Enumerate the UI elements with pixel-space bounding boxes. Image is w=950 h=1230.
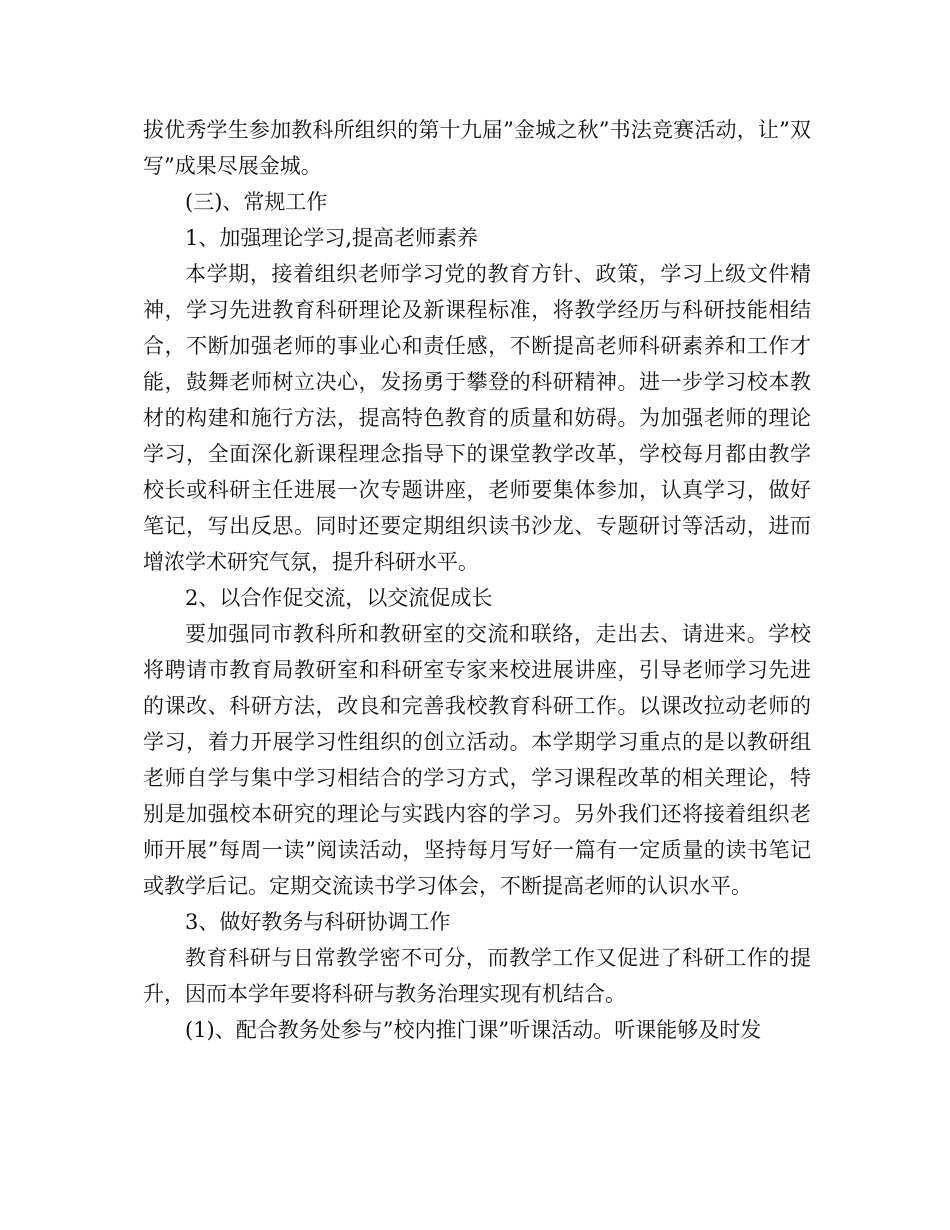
subheading-theory-study: 1、加强理论学习,提高老师素养 bbox=[185, 226, 479, 250]
paragraph-continuation: 拔优秀学生参加教科所组织的第十九届”金城之秋”书法竞赛活动，让”双写”成果尽展金城。 bbox=[143, 118, 811, 178]
section-heading-routine-work: (三)、常规工作 bbox=[185, 190, 328, 214]
paragraph-coordination: 教育科研与日常教学密不可分，而教学工作又促进了科研工作的提升，因而本学年要将科研与教务治理实现有机结合。 bbox=[143, 946, 811, 1006]
document-body bbox=[143, 112, 811, 1048]
subheading-cooperation-exchange: 2、以合作促交流，以交流促成长 bbox=[185, 586, 493, 610]
subheading-coordination: 3、做好教务与科研协调工作 bbox=[185, 910, 451, 934]
paragraph-theory-study: 本学期，接着组织老师学习党的教育方针、政策，学习上级文件精神，学习先进教育科研理论及新课程标准，将教学经历与科研技能相结合，不断加强老师的事业心和责任感，不断提高老师科研素养和工作才能，鼓舞老师树立决心，发扬勇于攀登的科研精神。进一步学习校本教材的构建和施行方法，提高特色教育的质量和妨碍。为加强老师的理论学习，全面深化新课程理念指导下的课堂教学改革，学校每月都由教学校长或科研主任进展一次专题讲座，老师要集体参加，认真学习，做好笔记，写出反思。同时还要定期组织读书沙龙、专题研讨等活动，进而增浓学术研究气氛，提升科研水平。 bbox=[143, 262, 811, 574]
paragraph-cooperation-exchange: 要加强同市教科所和教研室的交流和联络，走出去、请进来。学校将聘请市教育局教研室和科研室专家来校进展讲座，引导老师学习先进的课改、科研方法，改良和完善我校教育科研工作。以课改拉动老师的学习，着力开展学习性组织的创立活动。本学期学习重点的是以教研组老师自学与集中学习相结合的学习方式，学习课程改革的相关理论，特别是加强校本研究的理论与实践内容的学习。另外我们还将接着组织老师开展”每周一读”阅读活动，坚持每月写好一篇有一定质量的读书笔记或教学后记。定期交流读书学习体会，不断提高老师的认识水平。 bbox=[143, 622, 811, 898]
paragraph-lesson-observation: (1)、配合教务处参与”校内推门课”听课活动。听课能够及时发 bbox=[185, 1018, 762, 1042]
